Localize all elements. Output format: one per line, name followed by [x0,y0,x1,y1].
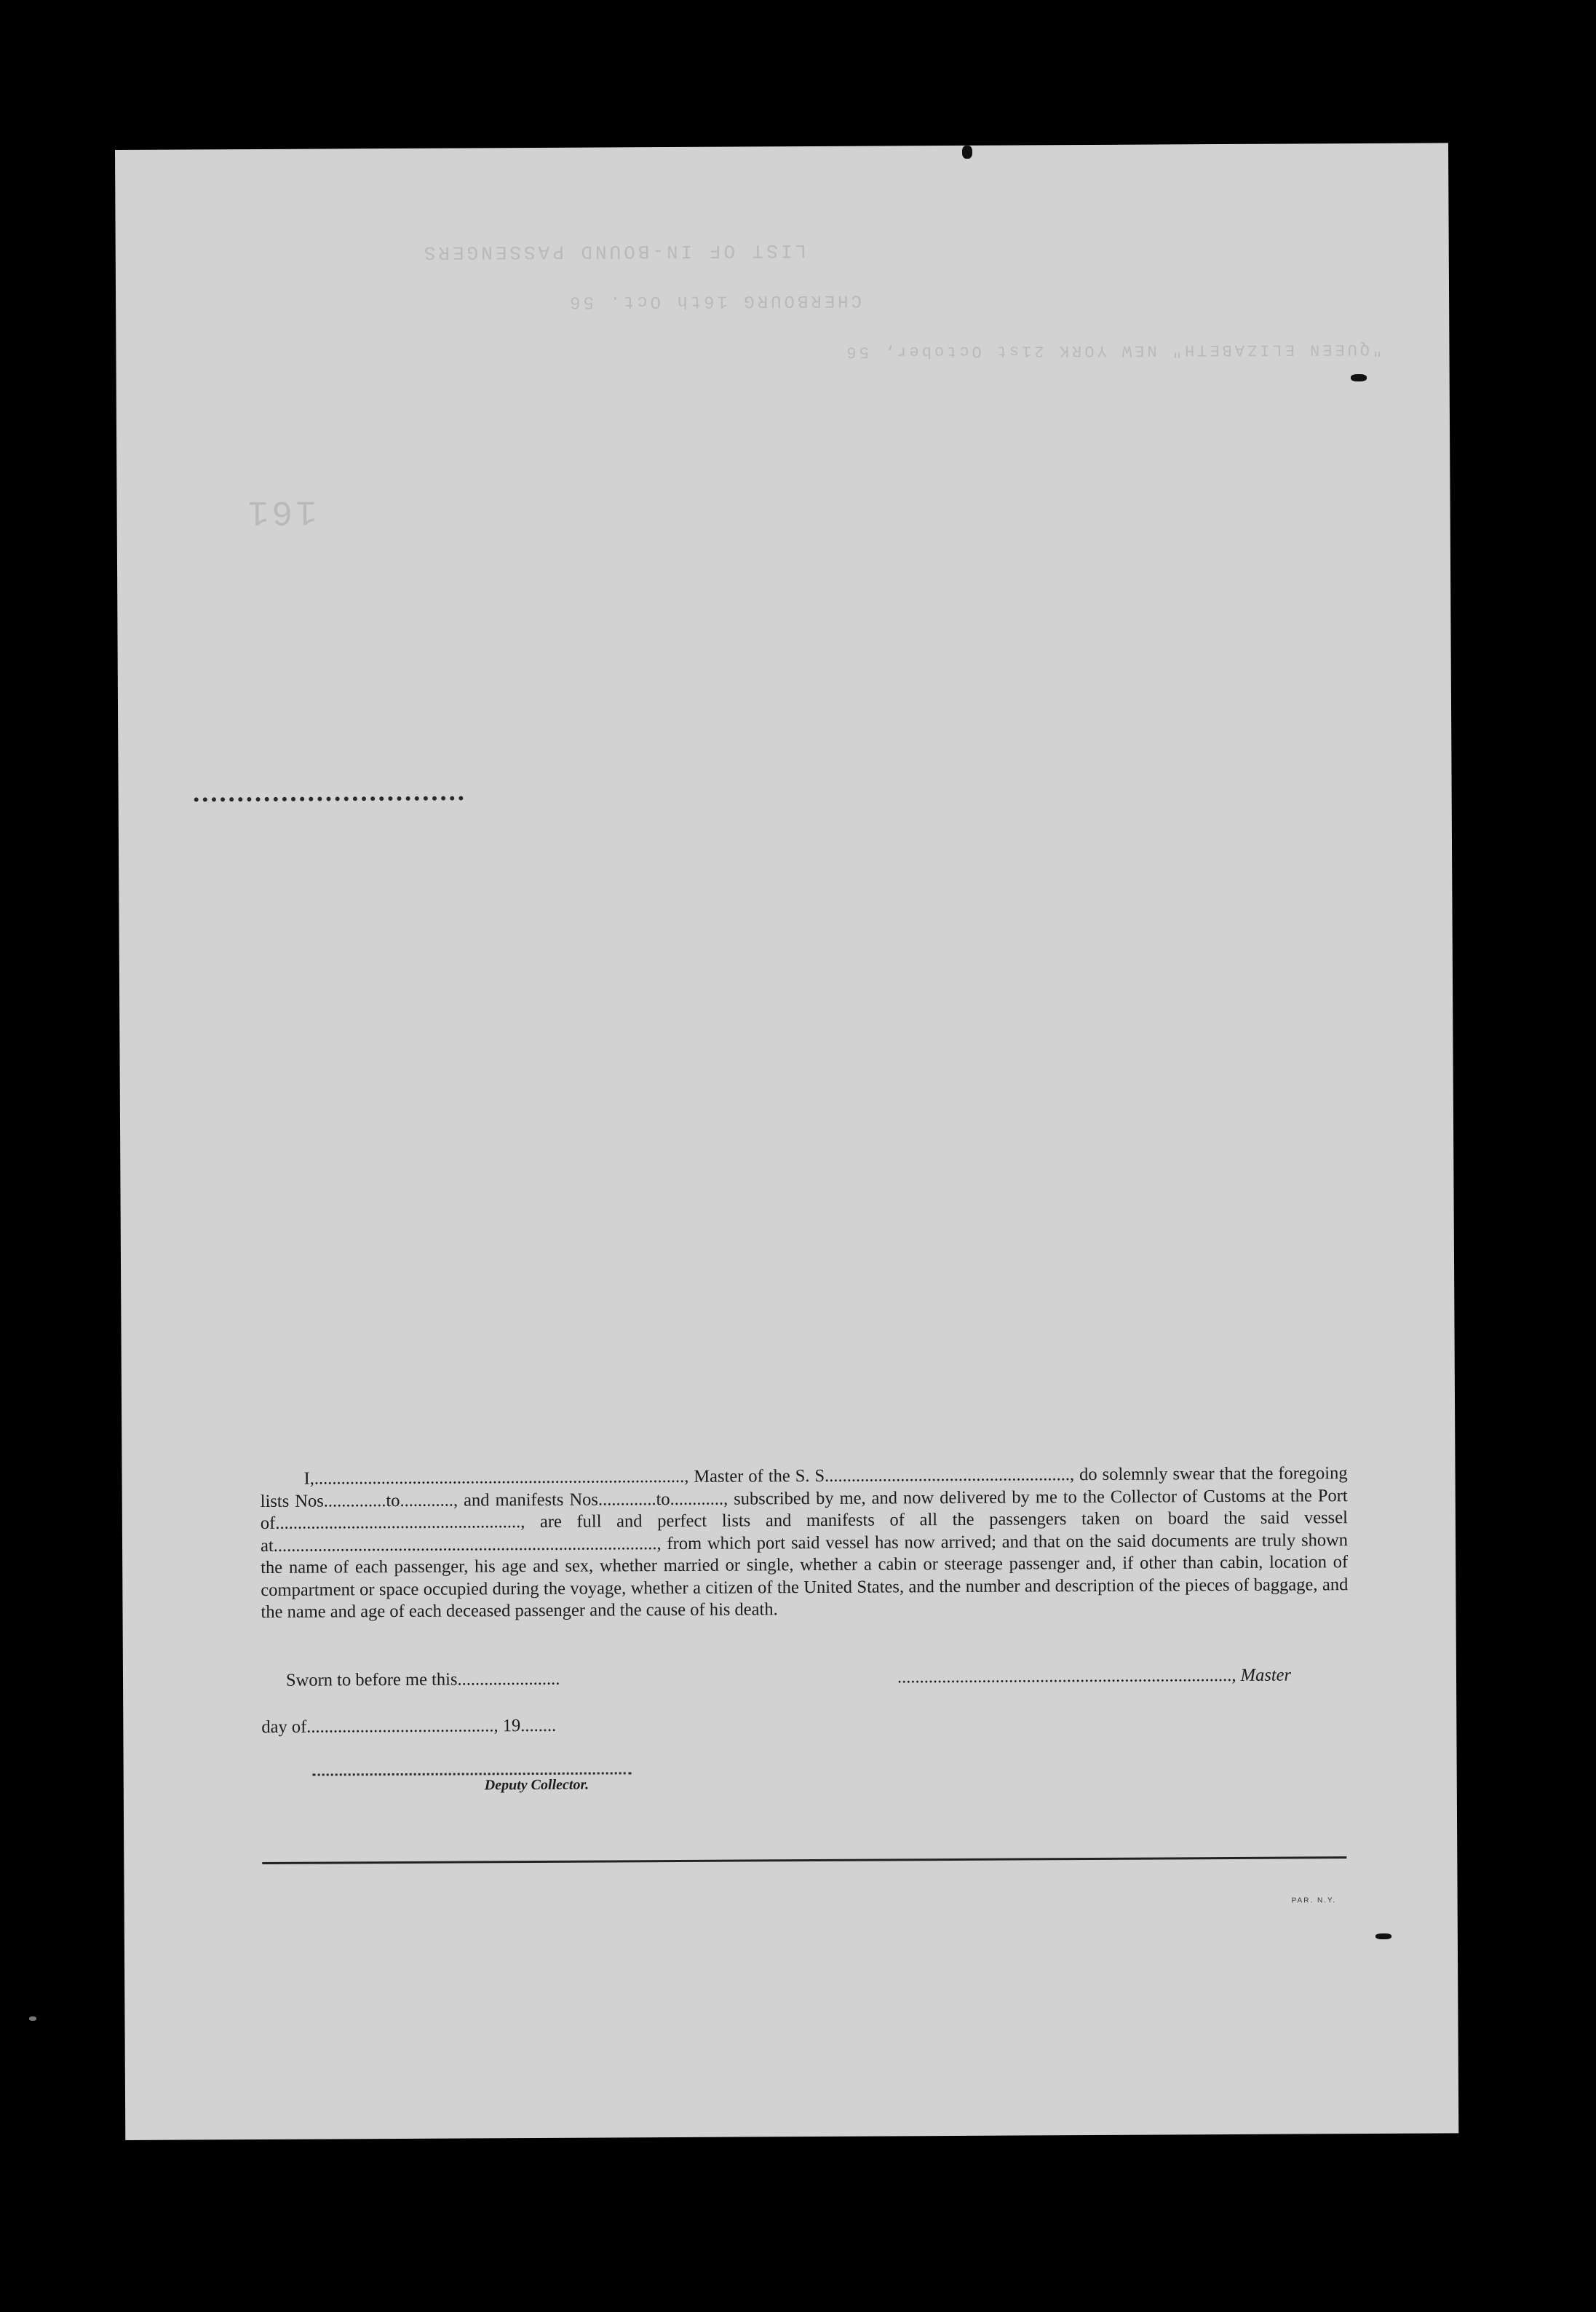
bleed-through-line-2: CHERBOURG 16th Oct. 56 [567,290,862,312]
master-signature-dots: ........................................................................... [897,1665,1232,1687]
master-label: , Master [1231,1665,1292,1685]
printer-mark: PAR. N.Y. [1291,1896,1337,1905]
sworn-line: Sworn to before me this....................... [285,1668,560,1690]
speck-mark [1375,1933,1391,1939]
speck-mark [1351,374,1367,381]
master-signature-line [897,1666,1291,1688]
speck-mark [29,2016,36,2021]
manifest-page [115,143,1458,2140]
deputy-collector-label: Deputy Collector. [484,1776,589,1794]
bleed-through-line-3: "QUEEN ELIZABETH" NEW YORK 21st October, 56 [843,339,1383,361]
deputy-signature-line [313,1772,632,1775]
horizontal-rule [262,1856,1346,1864]
master-declaration [260,1462,1348,1623]
bleed-through-heading: LIST OF IN-BOUND PASSENGERS [421,239,807,264]
bleed-through-number: 161 [245,491,317,531]
dotted-line [194,796,464,807]
declaration-text: I,..................................................................................., Master of the S. S......................................................., do solemnly swear that the foregoing lists Nos..............to............, and manifests Nos.............to............, subscribed by me, and now delivered by me to the Collector of Customs at the Port of......................................................., are full and perfect lists and manifests of all the passengers taken on board the said vessel at......................................................................................, from which port said vessel has now arrived; and that on the said documents are truly shown the name of each passenger, his age and sex, whether married or single, whether a cabin or steerage passenger and, if other than cabin, location of compartment or space occupied during the voyage, whether a citizen of the United States, and the number and description of the pieces of baggage, and the name and age of each deceased passenger and the cause of his death. [260,1463,1349,1622]
speck-mark [962,146,972,159]
day-of-line: day of.........................................., 19........ [261,1715,557,1737]
